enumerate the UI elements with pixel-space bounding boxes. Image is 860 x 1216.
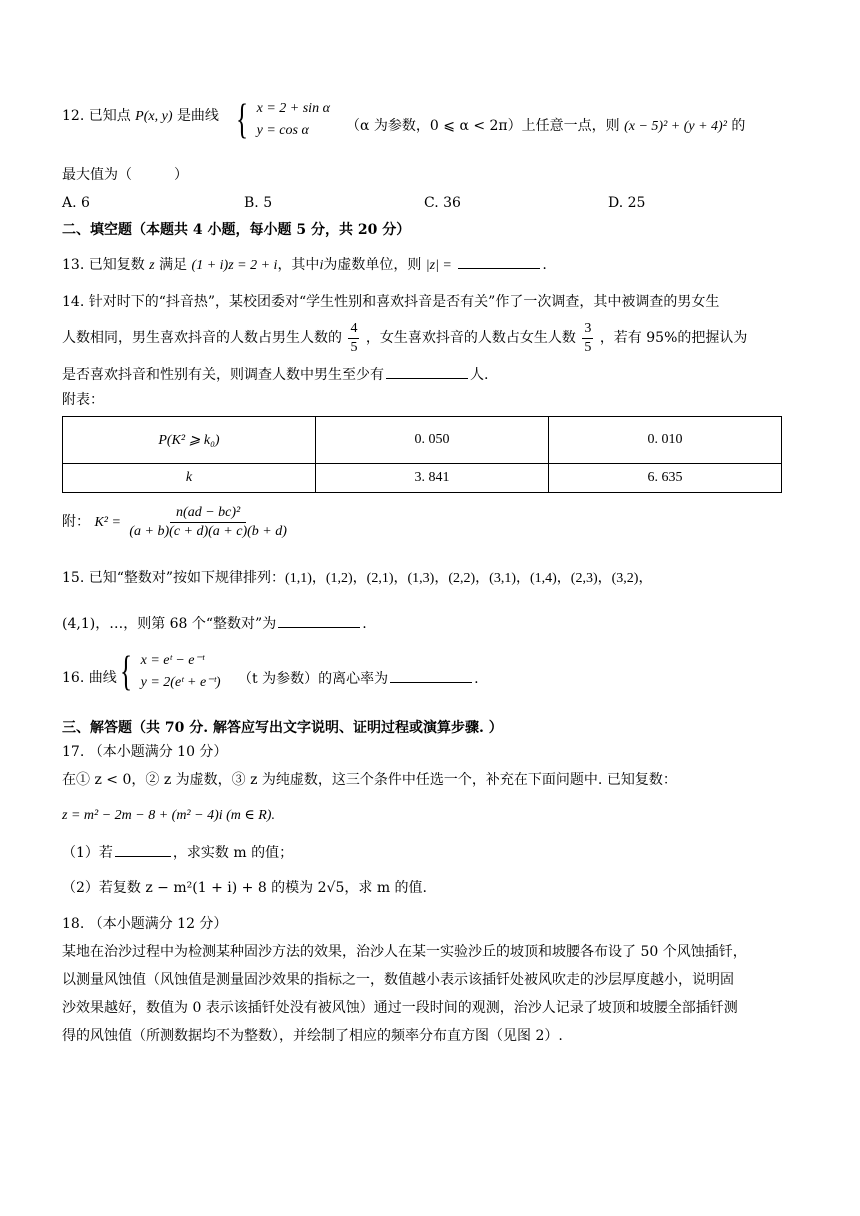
q15-line2 — [62, 613, 367, 634]
q15-line1 — [62, 568, 652, 589]
q15-line1a: 15. 已知“整数对”按如下规律排列： — [62, 570, 286, 586]
q12-point: P(x, y) — [135, 109, 173, 124]
option-a: A. 6 — [62, 195, 90, 211]
q12-suffix: 的 — [731, 118, 746, 134]
q18-line4: 得的风蚀值（所测数据均不为整数），并绘制了相应的频率分布直方图（见图 2）. — [62, 1028, 563, 1044]
q15-pairs: (1,1)，(1,2)，(2,1)，(1,3)，(2,2)，(3,1)，(1,4)，(2,3)，(3,2)， — [285, 571, 653, 586]
table-row — [63, 464, 782, 493]
q17-part2: （2）若复数 z − m²(1 + i) + 8 的模为 2√5，求 m 的值. — [62, 880, 427, 896]
table-cell: P(K² ⩾ k₀) — [63, 417, 316, 464]
q18-line2: 以测量风蚀值（风蚀值是测量固沙效果的指标之一，数值越小表示该插钎处被风吹走的沙层厚度越小，说明固 — [62, 972, 734, 988]
q13-prefix: 13. 已知复数 — [62, 257, 145, 273]
q13-abs: |z| = — [425, 258, 452, 273]
q16-eq1: x = eᵗ − e⁻ᵗ — [140, 653, 205, 668]
q13-tail: ，其中 — [277, 257, 320, 273]
frac2-denominator: 5 — [584, 339, 592, 355]
q14-line3a: 是否喜欢抖音和性别有关，则调查人数中男生至少有 — [62, 367, 384, 383]
q14-fraction-4-5 — [348, 320, 359, 357]
q18-line3: 沙效果越好，数值为 0 表示该插钎处没有被风蚀）通过一段时间的观测，治沙人记录了坡顶和坡腰全部插钎测 — [62, 1000, 738, 1016]
q12-eq1: x = 2 + sin α — [256, 101, 330, 116]
q17-line1: 在① z < 0，② z 为虚数，③ z 为纯虚数，这三个条件中任选一个，补充在下面问题中. 已知复数： — [62, 772, 677, 788]
q16-brace: { — [120, 649, 133, 695]
q16-prefix: 16. 曲线 — [62, 670, 117, 686]
formula-label: 附： — [62, 514, 90, 530]
k2-formula — [62, 500, 291, 545]
q14-line3b: 人. — [470, 367, 489, 383]
q12-eq2: y = cos α — [256, 123, 309, 138]
q14-line2b: ，女生喜欢抖音的人数占女生人数 — [365, 330, 576, 346]
q16-end: . — [474, 671, 479, 687]
q15-line2a: (4,1)，…，则第 68 个“整数对”为 — [62, 616, 277, 632]
q12-brace: { — [236, 97, 249, 143]
section3-heading: 三、解答题（共 70 分. 解答应写出文字说明、证明过程或演算步骤. ） — [62, 720, 503, 736]
q14-answer-blank[interactable] — [386, 364, 468, 379]
q17-condition-blank[interactable] — [115, 842, 171, 857]
q12-system — [232, 98, 330, 142]
q12-expr: (x − 5)² + (y + 4)² — [624, 119, 727, 134]
critical-value-table — [62, 416, 782, 493]
q17-line2: z = m² − 2m − 8 + (m² − 4)i (m ∈ R). — [62, 808, 275, 823]
q12-equations — [257, 98, 330, 142]
formula-numerator: n(ad − bc)² — [170, 504, 246, 523]
table-cell: k — [63, 464, 316, 493]
table-row — [63, 417, 782, 464]
q13-answer-blank[interactable] — [458, 254, 540, 269]
q15-line2b: . — [362, 616, 367, 632]
q13-line — [62, 254, 547, 276]
q12-cond: （α 为参数，0 ⩽ α < 2π）上任意一点，则 — [346, 118, 620, 134]
q18-line1: 某地在治沙过程中为检测某种固沙方法的效果，治沙人在某一实验沙丘的坡顶和坡腰各布设了 50 个风蚀插钎， — [62, 944, 747, 960]
table-cell: 0. 010 — [549, 417, 782, 464]
q12-mid: 是曲线 — [176, 108, 219, 124]
q13-i: i — [319, 258, 324, 273]
table-cell: 6. 635 — [549, 464, 782, 493]
q12-prefix: 12. 已知点 — [62, 108, 131, 124]
q12-line2: 最大值为（ ） — [62, 167, 188, 183]
q17-part1 — [62, 842, 293, 863]
q16-system — [116, 650, 221, 694]
q13-eq: (1 + i)z = 2 + i — [191, 258, 278, 273]
q16-tail — [238, 668, 479, 689]
q14-fraction-3-5 — [582, 320, 593, 357]
q12-line1-cont — [346, 116, 745, 137]
q13-end: . — [542, 257, 547, 273]
q14-line2c: ，若有 95%的把握认为 — [599, 330, 748, 346]
q16-mid: （t 为参数）的离心率为 — [238, 671, 389, 687]
option-b: B. 5 — [244, 195, 273, 211]
formula-denominator: (a + b)(c + d)(a + c)(b + d) — [129, 523, 287, 539]
q12-line1 — [62, 106, 219, 127]
q13-z: z — [149, 258, 155, 273]
frac2-numerator: 3 — [582, 320, 593, 339]
table-cell: 3. 841 — [316, 464, 549, 493]
q14-line1: 14. 针对时下的“抖音热”，某校团委对“学生性别和喜欢抖音是否有关”作了一次调查，其中被调查的男女生 — [62, 294, 720, 310]
formula-fraction — [127, 504, 289, 541]
frac1-denominator: 5 — [350, 339, 358, 355]
q17-head: 17. （本小题满分 10 分） — [62, 744, 228, 760]
formula-lhs: K² = — [94, 515, 121, 530]
q16-equations — [141, 650, 221, 694]
q13-mid: 满足 — [159, 257, 188, 273]
table-cell: 0. 050 — [316, 417, 549, 464]
q15-answer-blank[interactable] — [278, 613, 360, 628]
section2-heading: 二、填空题（本题共 4 小题，每小题 5 分，共 20 分） — [62, 222, 411, 238]
q16-eq2: y = 2(eᵗ + e⁻ᵗ) — [140, 675, 221, 690]
q16-answer-blank[interactable] — [390, 668, 472, 683]
q18-head: 18. （本小题满分 12 分） — [62, 916, 228, 932]
q14-line2 — [62, 318, 747, 358]
frac1-numerator: 4 — [348, 320, 359, 339]
option-c: C. 36 — [424, 195, 461, 211]
q14-line3 — [62, 364, 488, 385]
q17-p1b: ，求实数 m 的值； — [172, 845, 294, 861]
appendix-label: 附表： — [62, 392, 104, 408]
q14-line2a: 人数相同，男生喜欢抖音的人数占男生人数的 — [62, 330, 342, 346]
option-d: D. 25 — [608, 195, 646, 211]
q17-p1a: （1）若 — [62, 845, 113, 861]
q13-tail2: 为虚数单位，则 — [323, 257, 422, 273]
